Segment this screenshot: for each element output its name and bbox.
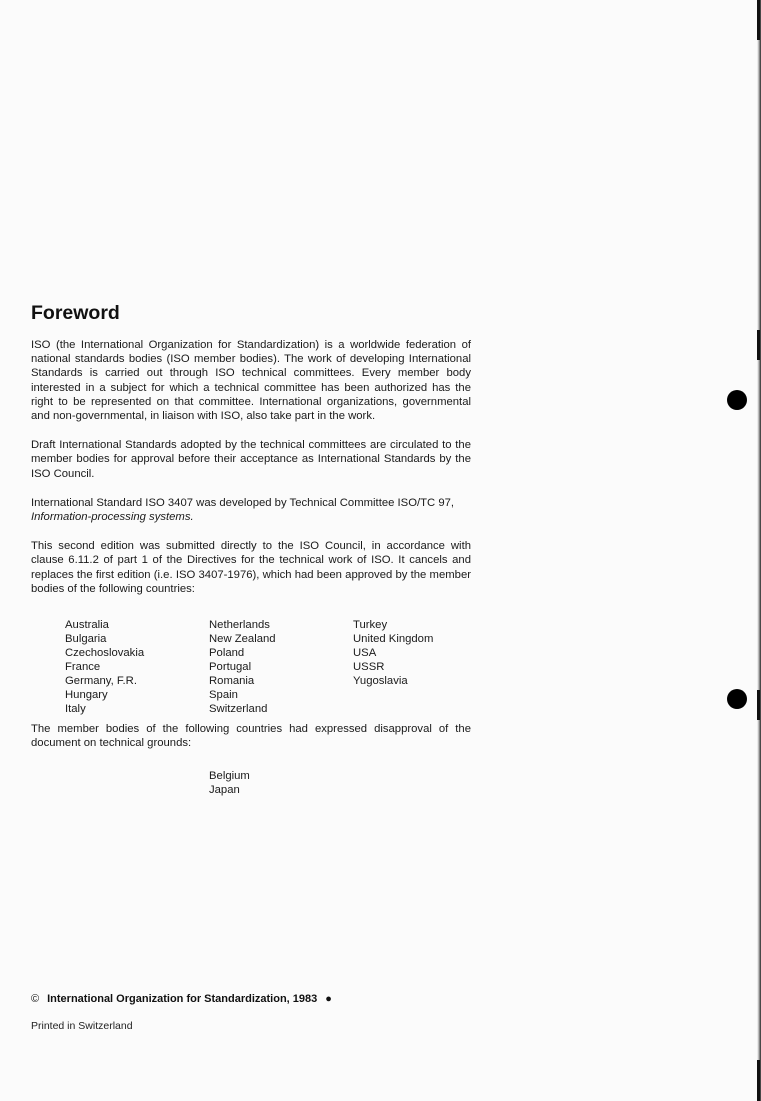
- disapproving-countries-list: [209, 769, 471, 797]
- page-edge-shadow: [757, 1060, 760, 1101]
- country-item: Poland: [209, 647, 245, 660]
- country-item: Italy: [65, 703, 86, 716]
- country-item: Australia: [65, 619, 109, 632]
- country-item: USSR: [353, 661, 385, 674]
- country-item: Turkey: [353, 619, 388, 632]
- punch-hole: [727, 689, 747, 709]
- bullet-icon: ●: [325, 993, 332, 1005]
- country-column: [353, 618, 493, 716]
- page-edge-shadow: [757, 690, 760, 720]
- country-item: Spain: [209, 689, 238, 702]
- country-item: Yugoslavia: [353, 675, 408, 688]
- page-title: Foreword: [31, 302, 120, 324]
- country-column: [65, 618, 209, 716]
- country-item: Bulgaria: [65, 633, 107, 646]
- paragraph-draft-standards: Draft International Standards adopted by the technical committees are circulated to the member bodies for approval before their acceptance as International Standards by the ISO Council.: [31, 439, 471, 480]
- scanned-page-edge: [757, 0, 761, 1101]
- page-edge-shadow: [757, 0, 760, 40]
- country-item: Belgium: [209, 770, 250, 783]
- page-edge-shadow: [757, 330, 760, 360]
- country-item: New Zealand: [209, 633, 276, 646]
- tc97-text: International Standard ISO 3407 was developed by Technical Committee ISO/TC 97,: [31, 496, 455, 509]
- copyright-line: [31, 993, 332, 1005]
- foreword-section: [31, 302, 471, 797]
- country-item: Netherlands: [209, 619, 270, 632]
- country-item: Portugal: [209, 661, 252, 674]
- paragraph-disapproval: The member bodies of the following countries had expressed disapproval of the document on technical grounds:: [31, 723, 471, 750]
- country-item: Czechoslovakia: [65, 647, 145, 660]
- country-item: USA: [353, 647, 377, 660]
- punch-hole: [727, 390, 747, 410]
- approving-countries-list: [65, 618, 471, 716]
- country-item: Romania: [209, 675, 255, 688]
- tc97-title: Information-processing systems.: [31, 511, 194, 524]
- printed-in-line: Printed in Switzerland: [31, 1020, 133, 1032]
- copyright-icon: ©: [31, 993, 40, 1005]
- paragraph-second-edition: This second edition was submitted directly to the ISO Council, in accordance with clause 6.11.2 of part 1 of the Directives for the technical work of ISO. It cancels and replaces the first edition (i.e. ISO 3407-1976), which had been approved by the member bodies of the following countries:: [31, 540, 471, 595]
- copyright-text: International Organization for Standardization, 1983: [47, 993, 318, 1005]
- country-item: France: [65, 661, 101, 674]
- country-item: Germany, F.R.: [65, 675, 137, 688]
- country-column: [209, 618, 353, 716]
- paragraph-iso-intro: ISO (the International Organization for Standardization) is a worldwide federation of national standards bodies (ISO member bodies). The work of developing International Standards is carried out through ISO technical committees. Every member body interested in a subject for which a technical committee has been authorized has the right to be represented on that committee. International organizations, governmental and non-governmental, in liaison with ISO, also take part in the work.: [31, 339, 471, 423]
- country-item: Japan: [209, 784, 240, 797]
- country-item: Switzerland: [209, 703, 268, 716]
- country-item: United Kingdom: [353, 633, 434, 646]
- country-item: Hungary: [65, 689, 108, 702]
- paragraph-tc97: [31, 496, 471, 524]
